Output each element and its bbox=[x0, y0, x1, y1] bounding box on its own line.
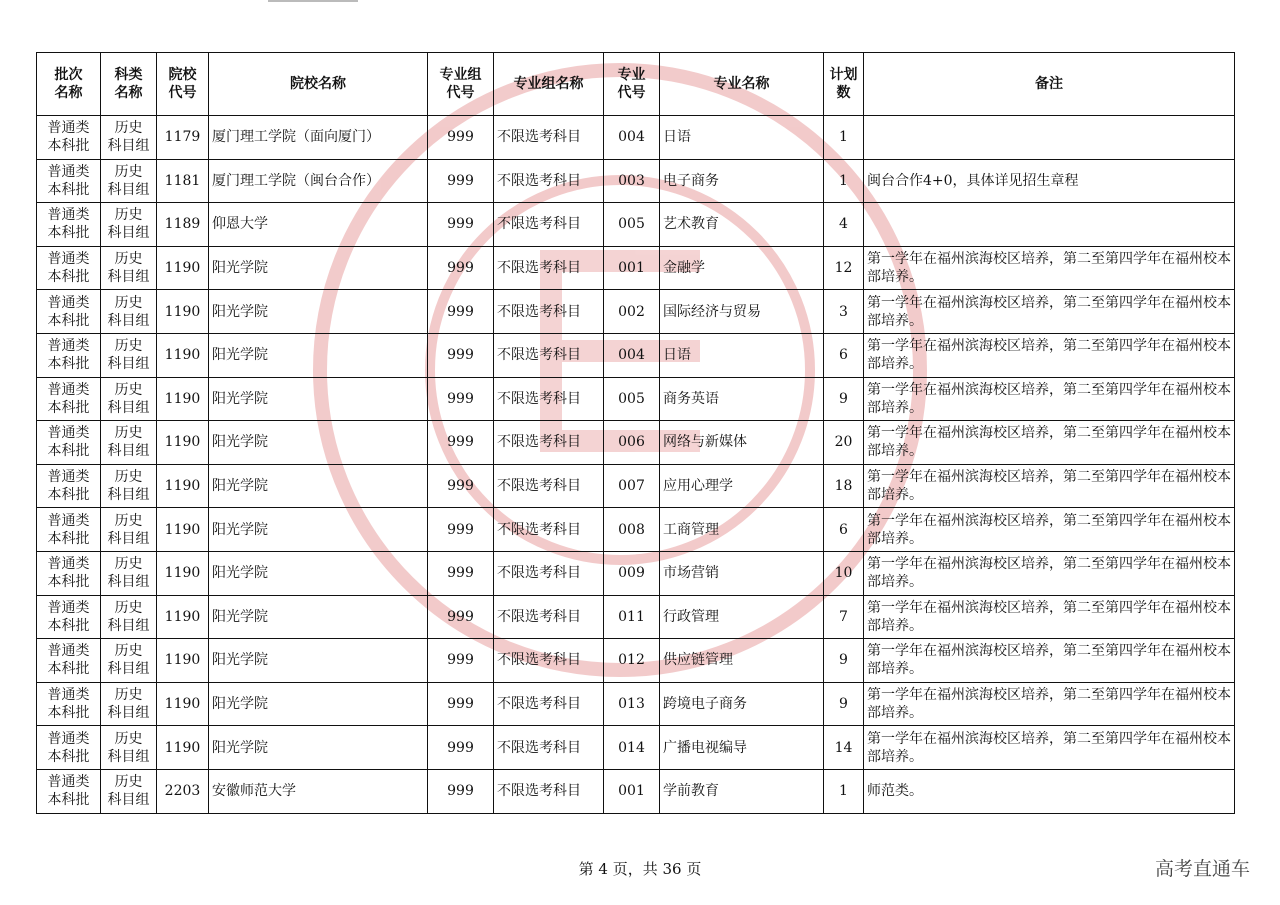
cell-school-name: 阳光学院 bbox=[209, 377, 428, 421]
header-school-code: 院校 代号 bbox=[157, 53, 209, 116]
cell-group-name: 不限选考科目 bbox=[494, 116, 604, 160]
cell-group-code: 999 bbox=[428, 290, 494, 334]
cell-major-code: 006 bbox=[604, 421, 660, 465]
cell-plan: 6 bbox=[824, 333, 864, 377]
cell-subject-type: 历史 科目组 bbox=[101, 639, 157, 683]
cell-school-code: 1190 bbox=[157, 595, 209, 639]
header-plan: 计划 数 bbox=[824, 53, 864, 116]
cell-school-code: 1190 bbox=[157, 464, 209, 508]
table-row bbox=[37, 508, 1235, 552]
cell-school-name: 阳光学院 bbox=[209, 290, 428, 334]
cell-school-name: 阳光学院 bbox=[209, 639, 428, 683]
table-row bbox=[37, 421, 1235, 465]
cell-plan: 9 bbox=[824, 639, 864, 683]
cell-major-code: 002 bbox=[604, 290, 660, 334]
cell-group-name: 不限选考科目 bbox=[494, 769, 604, 813]
table-row bbox=[37, 159, 1235, 203]
cell-major-name: 供应链管理 bbox=[660, 639, 824, 683]
cell-note: 第一学年在福州滨海校区培养，第二至第四学年在福州校本部培养。 bbox=[864, 464, 1235, 508]
cell-subject-type: 历史 科目组 bbox=[101, 290, 157, 334]
cell-note: 第一学年在福州滨海校区培养，第二至第四学年在福州校本部培养。 bbox=[864, 377, 1235, 421]
cell-note: 第一学年在福州滨海校区培养，第二至第四学年在福州校本部培养。 bbox=[864, 508, 1235, 552]
cell-group-code: 999 bbox=[428, 159, 494, 203]
page-number: 第 4 页，共 36 页 bbox=[578, 860, 702, 878]
cell-batch: 普通类 本科批 bbox=[37, 682, 101, 726]
cell-school-name: 阳光学院 bbox=[209, 508, 428, 552]
cell-major-name: 应用心理学 bbox=[660, 464, 824, 508]
scan-edge-mark bbox=[268, 0, 358, 2]
cell-batch: 普通类 本科批 bbox=[37, 116, 101, 160]
cell-school-code: 1190 bbox=[157, 290, 209, 334]
cell-group-name: 不限选考科目 bbox=[494, 290, 604, 334]
cell-group-code: 999 bbox=[428, 551, 494, 595]
cell-major-name: 商务英语 bbox=[660, 377, 824, 421]
header-note: 备注 bbox=[864, 53, 1235, 116]
table-row bbox=[37, 726, 1235, 770]
cell-note: 师范类。 bbox=[864, 769, 1235, 813]
cell-group-name: 不限选考科目 bbox=[494, 682, 604, 726]
cell-note: 第一学年在福州滨海校区培养，第二至第四学年在福州校本部培养。 bbox=[864, 551, 1235, 595]
cell-plan: 9 bbox=[824, 377, 864, 421]
cell-major-name: 市场营销 bbox=[660, 551, 824, 595]
cell-plan: 1 bbox=[824, 116, 864, 160]
header-subject-type: 科类 名称 bbox=[101, 53, 157, 116]
cell-major-name: 艺术教育 bbox=[660, 203, 824, 247]
cell-group-code: 999 bbox=[428, 203, 494, 247]
cell-group-name: 不限选考科目 bbox=[494, 726, 604, 770]
cell-batch: 普通类 本科批 bbox=[37, 246, 101, 290]
cell-group-code: 999 bbox=[428, 508, 494, 552]
cell-group-name: 不限选考科目 bbox=[494, 333, 604, 377]
cell-school-code: 1181 bbox=[157, 159, 209, 203]
table-row bbox=[37, 551, 1235, 595]
cell-school-code: 1179 bbox=[157, 116, 209, 160]
cell-note bbox=[864, 116, 1235, 160]
cell-subject-type: 历史 科目组 bbox=[101, 116, 157, 160]
cell-group-name: 不限选考科目 bbox=[494, 421, 604, 465]
cell-group-name: 不限选考科目 bbox=[494, 246, 604, 290]
cell-group-name: 不限选考科目 bbox=[494, 508, 604, 552]
cell-group-code: 999 bbox=[428, 726, 494, 770]
cell-group-name: 不限选考科目 bbox=[494, 377, 604, 421]
cell-school-name: 阳光学院 bbox=[209, 595, 428, 639]
cell-batch: 普通类 本科批 bbox=[37, 333, 101, 377]
cell-plan: 12 bbox=[824, 246, 864, 290]
cell-plan: 3 bbox=[824, 290, 864, 334]
cell-major-name: 日语 bbox=[660, 116, 824, 160]
cell-school-name: 厦门理工学院（面向厦门） bbox=[209, 116, 428, 160]
cell-major-code: 012 bbox=[604, 639, 660, 683]
cell-group-name: 不限选考科目 bbox=[494, 203, 604, 247]
table-row bbox=[37, 769, 1235, 813]
cell-plan: 7 bbox=[824, 595, 864, 639]
cell-major-name: 工商管理 bbox=[660, 508, 824, 552]
cell-subject-type: 历史 科目组 bbox=[101, 246, 157, 290]
cell-school-code: 1190 bbox=[157, 639, 209, 683]
cell-plan: 4 bbox=[824, 203, 864, 247]
table-row bbox=[37, 246, 1235, 290]
cell-batch: 普通类 本科批 bbox=[37, 464, 101, 508]
header-school-name: 院校名称 bbox=[209, 53, 428, 116]
cell-group-code: 999 bbox=[428, 682, 494, 726]
cell-subject-type: 历史 科目组 bbox=[101, 551, 157, 595]
cell-major-code: 004 bbox=[604, 116, 660, 160]
cell-batch: 普通类 本科批 bbox=[37, 769, 101, 813]
cell-group-code: 999 bbox=[428, 639, 494, 683]
cell-group-code: 999 bbox=[428, 421, 494, 465]
cell-note: 第一学年在福州滨海校区培养，第二至第四学年在福州校本部培养。 bbox=[864, 421, 1235, 465]
cell-group-name: 不限选考科目 bbox=[494, 639, 604, 683]
cell-major-name: 跨境电子商务 bbox=[660, 682, 824, 726]
cell-note: 第一学年在福州滨海校区培养，第二至第四学年在福州校本部培养。 bbox=[864, 246, 1235, 290]
cell-major-code: 008 bbox=[604, 508, 660, 552]
cell-batch: 普通类 本科批 bbox=[37, 203, 101, 247]
cell-note: 第一学年在福州滨海校区培养，第二至第四学年在福州校本部培养。 bbox=[864, 726, 1235, 770]
header-batch: 批次 名称 bbox=[37, 53, 101, 116]
cell-subject-type: 历史 科目组 bbox=[101, 508, 157, 552]
table-row bbox=[37, 595, 1235, 639]
header-major-name: 专业名称 bbox=[660, 53, 824, 116]
cell-group-code: 999 bbox=[428, 464, 494, 508]
table-row bbox=[37, 290, 1235, 334]
cell-major-code: 011 bbox=[604, 595, 660, 639]
cell-batch: 普通类 本科批 bbox=[37, 508, 101, 552]
cell-subject-type: 历史 科目组 bbox=[101, 159, 157, 203]
admission-plan-table bbox=[36, 52, 1235, 814]
cell-major-name: 日语 bbox=[660, 333, 824, 377]
cell-batch: 普通类 本科批 bbox=[37, 639, 101, 683]
table-header-row bbox=[37, 53, 1235, 116]
cell-school-code: 1190 bbox=[157, 377, 209, 421]
cell-group-name: 不限选考科目 bbox=[494, 551, 604, 595]
cell-batch: 普通类 本科批 bbox=[37, 290, 101, 334]
cell-subject-type: 历史 科目组 bbox=[101, 682, 157, 726]
cell-batch: 普通类 本科批 bbox=[37, 159, 101, 203]
cell-major-name: 电子商务 bbox=[660, 159, 824, 203]
cell-school-code: 1190 bbox=[157, 726, 209, 770]
cell-major-name: 行政管理 bbox=[660, 595, 824, 639]
cell-group-name: 不限选考科目 bbox=[494, 595, 604, 639]
cell-note: 第一学年在福州滨海校区培养，第二至第四学年在福州校本部培养。 bbox=[864, 333, 1235, 377]
cell-plan: 20 bbox=[824, 421, 864, 465]
cell-major-name: 学前教育 bbox=[660, 769, 824, 813]
cell-major-code: 001 bbox=[604, 246, 660, 290]
cell-note: 第一学年在福州滨海校区培养，第二至第四学年在福州校本部培养。 bbox=[864, 595, 1235, 639]
cell-school-name: 阳光学院 bbox=[209, 726, 428, 770]
cell-subject-type: 历史 科目组 bbox=[101, 203, 157, 247]
cell-school-name: 安徽师范大学 bbox=[209, 769, 428, 813]
cell-subject-type: 历史 科目组 bbox=[101, 464, 157, 508]
cell-school-name: 阳光学院 bbox=[209, 551, 428, 595]
header-major-code: 专业 代号 bbox=[604, 53, 660, 116]
header-group-code: 专业组 代号 bbox=[428, 53, 494, 116]
cell-group-code: 999 bbox=[428, 377, 494, 421]
cell-major-name: 网络与新媒体 bbox=[660, 421, 824, 465]
cell-subject-type: 历史 科目组 bbox=[101, 595, 157, 639]
cell-school-name: 阳光学院 bbox=[209, 421, 428, 465]
cell-plan: 18 bbox=[824, 464, 864, 508]
cell-school-code: 1190 bbox=[157, 333, 209, 377]
cell-major-name: 金融学 bbox=[660, 246, 824, 290]
cell-note: 第一学年在福州滨海校区培养，第二至第四学年在福州校本部培养。 bbox=[864, 682, 1235, 726]
cell-school-name: 阳光学院 bbox=[209, 682, 428, 726]
cell-group-code: 999 bbox=[428, 333, 494, 377]
table-row bbox=[37, 333, 1235, 377]
cell-group-name: 不限选考科目 bbox=[494, 464, 604, 508]
table-row bbox=[37, 116, 1235, 160]
cell-school-code: 1190 bbox=[157, 246, 209, 290]
cell-school-code: 1190 bbox=[157, 551, 209, 595]
cell-school-name: 厦门理工学院（闽台合作） bbox=[209, 159, 428, 203]
cell-school-code: 1190 bbox=[157, 508, 209, 552]
cell-subject-type: 历史 科目组 bbox=[101, 333, 157, 377]
cell-major-code: 005 bbox=[604, 203, 660, 247]
table-row bbox=[37, 682, 1235, 726]
cell-batch: 普通类 本科批 bbox=[37, 421, 101, 465]
cell-major-code: 003 bbox=[604, 159, 660, 203]
cell-note: 第一学年在福州滨海校区培养，第二至第四学年在福州校本部培养。 bbox=[864, 639, 1235, 683]
cell-batch: 普通类 本科批 bbox=[37, 595, 101, 639]
table-row bbox=[37, 203, 1235, 247]
cell-major-code: 004 bbox=[604, 333, 660, 377]
cell-school-code: 1190 bbox=[157, 421, 209, 465]
cell-plan: 6 bbox=[824, 508, 864, 552]
cell-major-name: 广播电视编导 bbox=[660, 726, 824, 770]
cell-school-code: 1189 bbox=[157, 203, 209, 247]
cell-note: 闽台合作4+0，具体详见招生章程 bbox=[864, 159, 1235, 203]
cell-school-name: 仰恩大学 bbox=[209, 203, 428, 247]
table-row bbox=[37, 639, 1235, 683]
cell-group-name: 不限选考科目 bbox=[494, 159, 604, 203]
header-group-name: 专业组名称 bbox=[494, 53, 604, 116]
cell-group-code: 999 bbox=[428, 769, 494, 813]
cell-batch: 普通类 本科批 bbox=[37, 551, 101, 595]
cell-school-name: 阳光学院 bbox=[209, 464, 428, 508]
cell-major-code: 014 bbox=[604, 726, 660, 770]
cell-batch: 普通类 本科批 bbox=[37, 377, 101, 421]
cell-subject-type: 历史 科目组 bbox=[101, 726, 157, 770]
cell-school-code: 1190 bbox=[157, 682, 209, 726]
cell-plan: 14 bbox=[824, 726, 864, 770]
cell-plan: 1 bbox=[824, 159, 864, 203]
cell-subject-type: 历史 科目组 bbox=[101, 377, 157, 421]
cell-subject-type: 历史 科目组 bbox=[101, 421, 157, 465]
cell-major-code: 013 bbox=[604, 682, 660, 726]
cell-major-code: 005 bbox=[604, 377, 660, 421]
cell-major-name: 国际经济与贸易 bbox=[660, 290, 824, 334]
cell-major-code: 009 bbox=[604, 551, 660, 595]
cell-school-code: 2203 bbox=[157, 769, 209, 813]
cell-plan: 9 bbox=[824, 682, 864, 726]
cell-school-name: 阳光学院 bbox=[209, 333, 428, 377]
cell-major-code: 007 bbox=[604, 464, 660, 508]
cell-major-code: 001 bbox=[604, 769, 660, 813]
cell-batch: 普通类 本科批 bbox=[37, 726, 101, 770]
cell-note: 第一学年在福州滨海校区培养，第二至第四学年在福州校本部培养。 bbox=[864, 290, 1235, 334]
cell-group-code: 999 bbox=[428, 246, 494, 290]
cell-note bbox=[864, 203, 1235, 247]
cell-subject-type: 历史 科目组 bbox=[101, 769, 157, 813]
cell-plan: 10 bbox=[824, 551, 864, 595]
table-row bbox=[37, 464, 1235, 508]
brand-watermark-text: 高考直通车 bbox=[1154, 858, 1250, 880]
cell-school-name: 阳光学院 bbox=[209, 246, 428, 290]
cell-group-code: 999 bbox=[428, 116, 494, 160]
cell-group-code: 999 bbox=[428, 595, 494, 639]
cell-plan: 1 bbox=[824, 769, 864, 813]
table-row bbox=[37, 377, 1235, 421]
